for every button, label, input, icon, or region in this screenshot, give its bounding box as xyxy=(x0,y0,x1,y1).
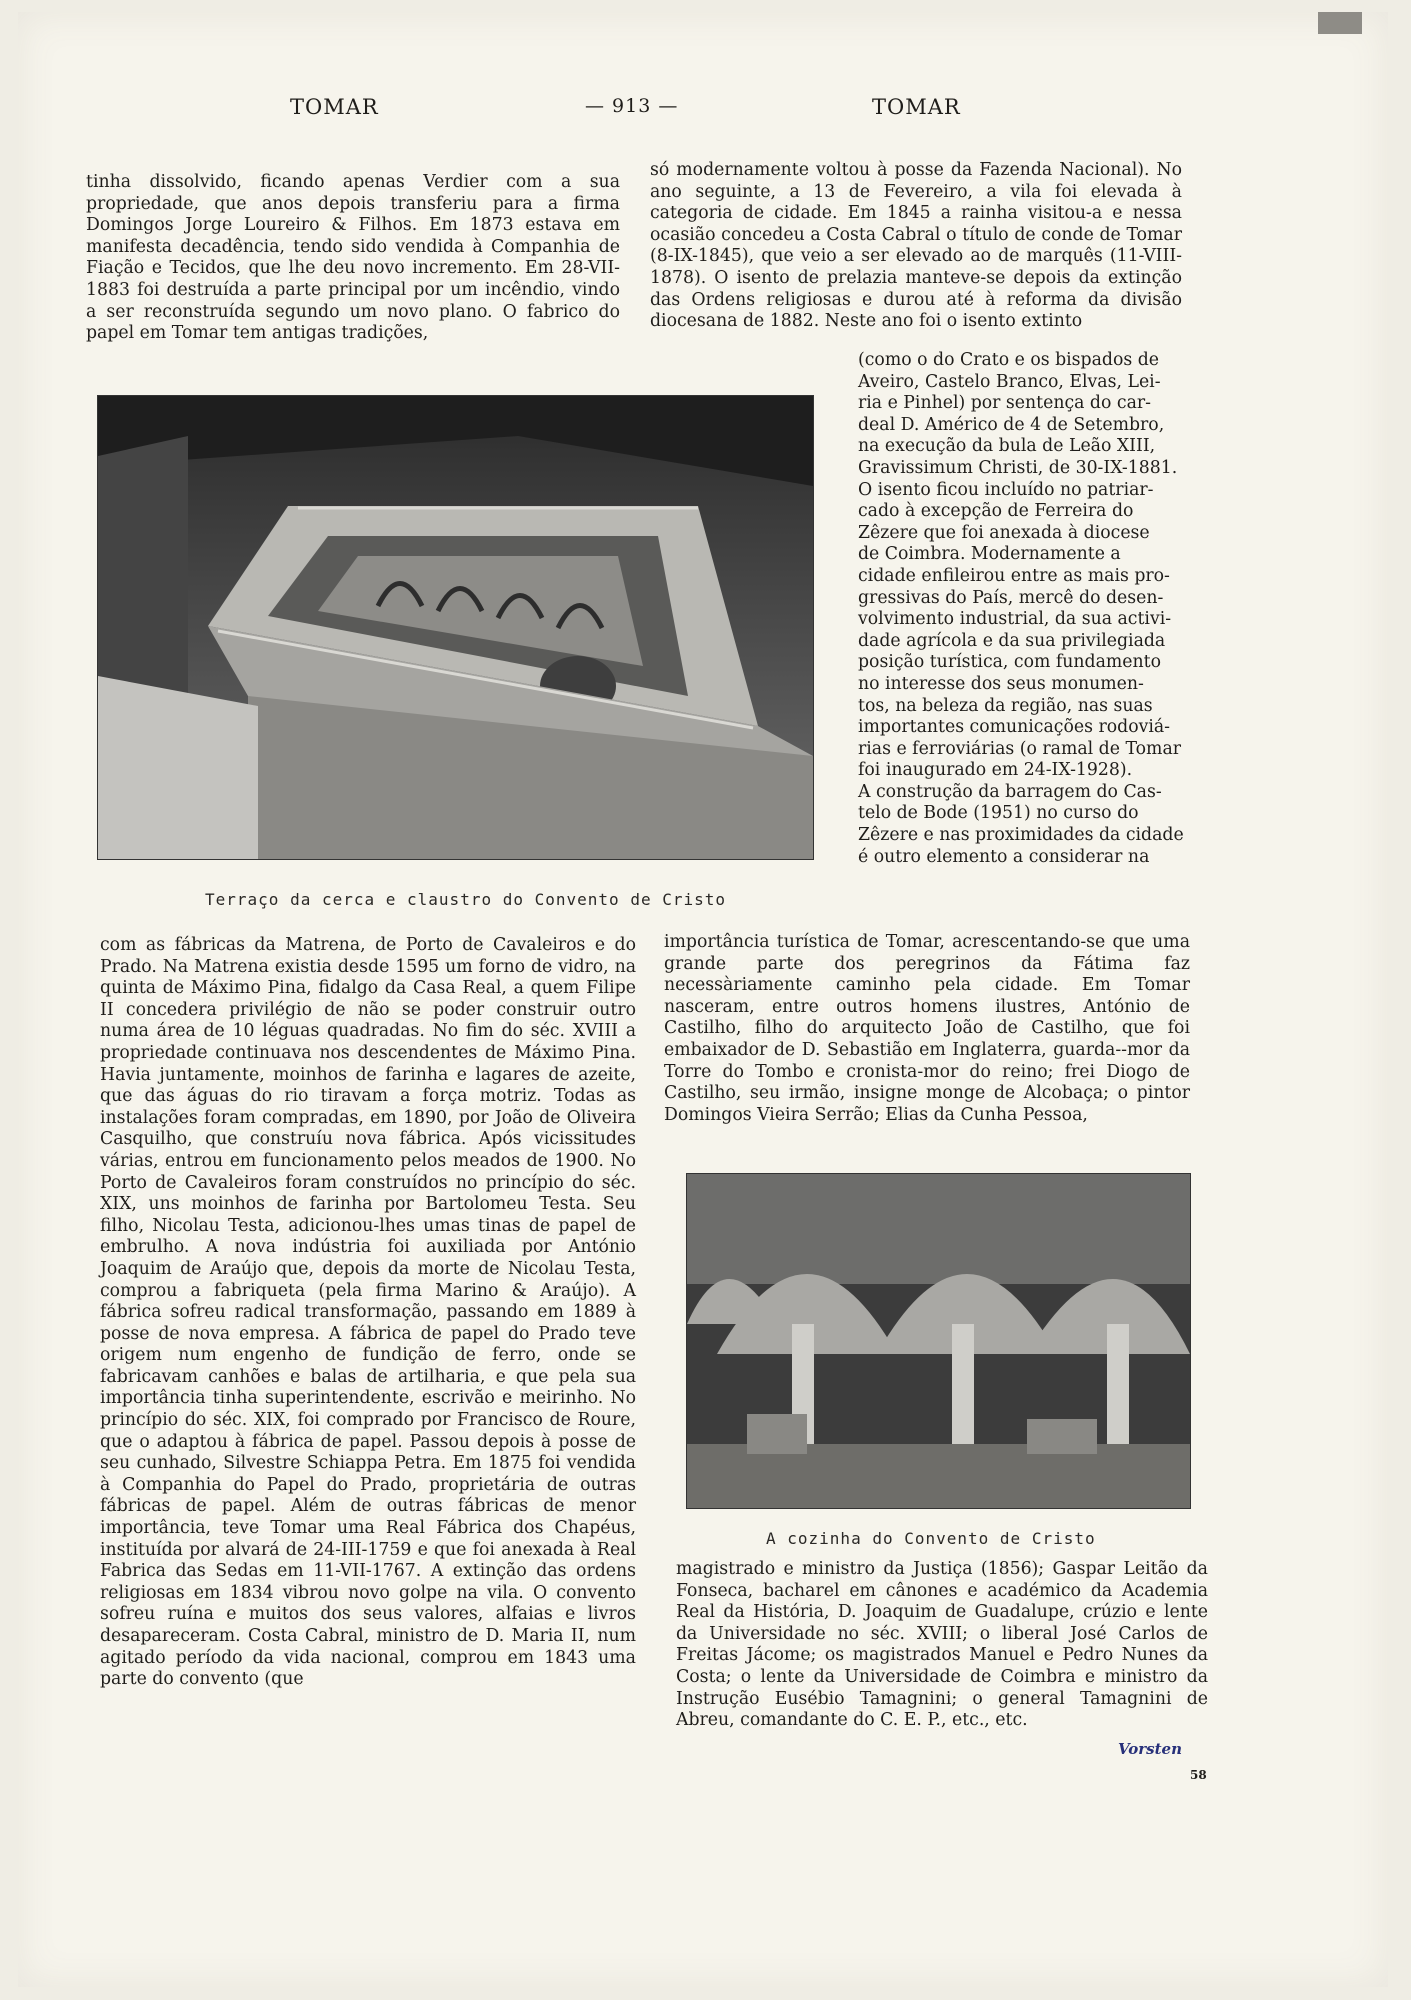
scan-corner-tab xyxy=(1318,12,1362,34)
running-head-right: TOMAR xyxy=(872,95,961,119)
handwritten-annotation: Vorsten xyxy=(1118,1740,1182,1758)
column-right-top: só modernamente voltou à posse da Fazenda Nacional). No ano seguinte, a 13 de Fevereiro, a vila foi elevada à categoria de cidade. Em 1845 a rainha visitou-a e nessa ocasião concedeu a Costa Cabral o título de conde de Tomar (8-IX-1845), que veio a ser elevado ao de marquês (11-VIII-1878). O isento de prelazia manteve-se depois da extinção das Ordens religiosas e durou até à reforma da divisão diocesana de 1882. Neste ano foi o isento extinto xyxy=(650,160,1182,332)
column-left-top: tinha dissolvido, ficando apenas Verdier com a sua propriedade, que anos depois transferiu para a firma Domingos Jorge Loureiro & Filhos. Em 1873 estava em manifesta decadência, tendo sido vendida à Companhia de Fiação e Tecidos, que lhe deu novo incremento. Em 28-VII-1883 foi destruída a parte principal por um incêndio, vindo a ser reconstruída segundo um novo plano. O fabrico do papel em Tomar tem antigas tradições, xyxy=(86,172,620,344)
column-right-narrow: (como o do Crato e os bispados de Aveiro, Castelo Branco, Elvas, Lei- ria e Pinhel) por sentença do car- deal D. Américo de 4 de Setembro, na execução da bula de Leão XIII, Gravissimum Christi, de 30-IX-1881. O isento ficou incluído no patriar- cado à excepção de Ferreira do Zêzere que foi anexada à diocese de Coimbra. Modernamente a cidade enfileirou entre as mais pro- gressivas do País, mercê do desen- volvimento industrial, da sua activi- dade agrícola e da sua privilegiada posição turística, com fundamento no interesse dos seus monumen- tos, na beleza da região, nas suas importantes comunicações rodoviá- rias e ferroviárias (o ramal de Tomar foi inaugurado em 24-IX-1928). A construção da barragem do Cas- telo de Bode (1951) no curso do Zêzere e nas proximidades da cidade é outro elemento a considerar na xyxy=(858,350,1184,867)
photo-caption-kitchen: A cozinha do Convento de Cristo xyxy=(766,1529,1096,1548)
page-mark: 58 xyxy=(1190,1768,1207,1782)
page-number: — 913 — xyxy=(585,95,679,117)
column-left-bottom: com as fábricas da Matrena, de Porto de Cavaleiros e do Prado. Na Matrena existia desde 1595 um forno de vidro, na quinta de Máximo Pina, fidalgo da Casa Real, a quem Filipe II concedera privilégio de não se poder construir outro numa área de 10 léguas quadradas. No fim do séc. XVIII a propriedade continuava nos descendentes de Máximo Pina. Havia juntamente, moinhos de farinha e lagares de azeite, que das águas do rio tiravam a força motriz. Todas as instalações foram compradas, em 1890, por João de Oliveira Casquilho, que construíu nova fábrica. Após vicissitudes várias, entrou em funcionamento pelos meados de 1900. No Porto de Cavaleiros foram construídos no princípio do séc. XIX, uns moinhos de farinha por Bartolomeu Testa. Seu filho, Nicolau Testa, adicionou-lhes umas tinas de papel de embrulho. A nova indústria foi auxiliada por António Joaquim de Araújo que, depois da morte de Nicolau Testa, comprou a fabriqueta (pela firma Marino & Araújo). A fábrica sofreu radical transformação, passando em 1889 à posse de nova empresa. A fábrica de papel do Prado teve origem num engenho de fundição de ferro, onde se fabricavam canhões e balas de artilharia, e que pela sua importância tinha superintendente, escrivão e meirinho. No princípio do séc. XIX, foi comprado por Francisco de Roure, que o adaptou à fábrica de papel. Passou depois à posse de seu cunhado, Silvestre Schiappa Petra. Em 1875 foi vendida à Companhia do Papel do Prado, proprietária de outras fábricas de papel. Além de outras fábricas de menor importância, teve Tomar uma Real Fábrica dos Chapéus, instituída por alvará de 24-III-1759 e que foi anexada à Real Fabrica das Sedas em 11-VII-1767. A extinção das ordens religiosas em 1834 vibrou novo golpe na vila. O convento sofreu ruína e muitos dos seus valores, alfaias e livros desapareceram. Costa Cabral, ministro de D. Maria II, num agitado período da vida nacional, comprou em 1843 uma parte do convento (que xyxy=(100,935,636,1690)
column-right-bottom: magistrado e ministro da Justiça (1856); Gaspar Leitão da Fonseca, bacharel em cânones e académico da Academia Real da História, D. Joaquim de Guadalupe, crúzio e lente da Universidade no séc. XVIII; o liberal José Carlos de Freitas Jácome; os magistrados Manuel e Pedro Nunes da Costa; o lente da Universidade de Coimbra e ministro da Instrução Eusébio Tamagnini; o general Tamagnini de Abreu, comandante do C. E. P., etc., etc. xyxy=(676,1559,1208,1731)
photo-caption-terrace: Terraço da cerca e claustro do Convento de Cristo xyxy=(205,890,727,909)
convent-kitchen-photo xyxy=(686,1173,1191,1509)
column-right-middle: importância turística de Tomar, acrescentando-se que uma grande parte dos peregrinos da Fátima faz necessàriamente caminho pela cidade. Em Tomar nasceram, entre outros homens ilustres, António de Castilho, filho do arquitecto João de Castilho, que foi embaixador de D. Sebastião em Inglaterra, guarda--mor da Torre do Tombo e cronista-mor do reino; frei Diogo de Castilho, seu irmão, insigne monge de Alcobaça; o pintor Domingos Vieira Serrão; Elias da Cunha Pessoa, xyxy=(664,932,1190,1125)
cloister-terrace-photo xyxy=(97,395,814,860)
running-head-left: TOMAR xyxy=(290,95,379,119)
